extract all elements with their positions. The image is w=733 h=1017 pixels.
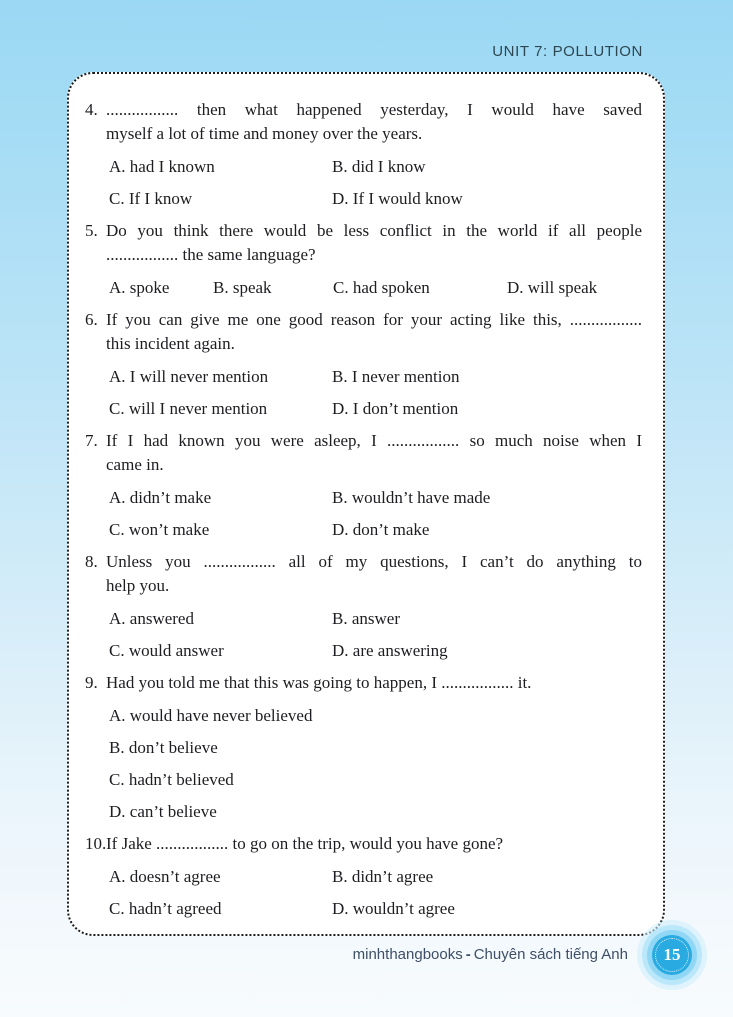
- question-text: this incident again.: [106, 334, 235, 353]
- question-text: myself a lot of time and money over the years.: [106, 124, 423, 143]
- option-row: [109, 800, 642, 824]
- answer-option: C. hadn’t agreed: [109, 899, 222, 918]
- question-text-line: [85, 550, 642, 574]
- answer-option: C. will I never mention: [109, 399, 268, 418]
- options-group: [109, 704, 642, 824]
- question-text-line: [106, 574, 642, 598]
- answer-option: D. will speak: [507, 278, 598, 297]
- answer-option: D. If I would know: [332, 189, 463, 208]
- option-row: [109, 187, 642, 211]
- option-row: [109, 607, 642, 631]
- question-text-line: [85, 832, 642, 856]
- answer-option: A. I will never mention: [109, 367, 269, 386]
- page-footer: [353, 946, 628, 963]
- option-row: [109, 365, 642, 389]
- question-text: ................. then what happened yesterday, I would have saved: [106, 100, 642, 119]
- answer-option: D. don’t make: [332, 520, 430, 539]
- question-number: 4.: [85, 100, 98, 119]
- answer-option: A. spoke: [109, 278, 170, 297]
- answer-option: D. are answering: [332, 641, 448, 660]
- answer-option: B. I never mention: [332, 367, 460, 386]
- answer-option: C. won’t make: [109, 520, 210, 539]
- question-8: [85, 550, 642, 663]
- answer-option: B. answer: [332, 609, 400, 628]
- question-number: 6.: [85, 310, 98, 329]
- option-row: [109, 704, 642, 728]
- question-text-line: [106, 332, 642, 356]
- question-number: 10.: [85, 834, 107, 853]
- question-7: [85, 429, 642, 542]
- page-number: 15: [663, 945, 681, 964]
- footer-tagline: Chuyên sách tiếng Anh: [473, 946, 628, 963]
- option-row: [109, 639, 642, 663]
- answer-option: B. speak: [213, 278, 272, 297]
- question-text: ................. the same language?: [106, 245, 316, 264]
- question-9: [85, 671, 642, 824]
- answer-option: B. wouldn’t have made: [332, 488, 491, 507]
- quiz-panel: [67, 72, 665, 936]
- answer-option: B. did I know: [332, 157, 426, 176]
- question-text: help you.: [106, 576, 170, 595]
- answer-option: A. had I known: [109, 157, 215, 176]
- option-row: [109, 865, 642, 889]
- option-row: [109, 768, 642, 792]
- answer-option: D. wouldn’t agree: [332, 899, 455, 918]
- option-row: [109, 155, 642, 179]
- question-text-line: [85, 308, 642, 332]
- page-number-badge: [652, 935, 692, 975]
- question-number: 5.: [85, 221, 98, 240]
- question-10: [85, 832, 642, 921]
- unit-header-title: UNIT 7: POLLUTION: [492, 43, 643, 60]
- answer-option: D. I don’t mention: [332, 399, 459, 418]
- question-text-line: [85, 98, 642, 122]
- question-number: 8.: [85, 552, 98, 571]
- answer-option: B. don’t believe: [109, 738, 218, 757]
- footer-separator: -: [465, 946, 471, 963]
- question-text: If Jake ................. to go on the trip, would you have gone?: [106, 834, 504, 853]
- publisher-brand: minhthangbooks: [352, 946, 463, 963]
- option-row: [109, 486, 642, 510]
- question-text: If I had known you were asleep, I ................. so much noise when I: [106, 431, 642, 450]
- question-5: [85, 219, 642, 300]
- options-group: [109, 276, 642, 300]
- option-row: [109, 518, 642, 542]
- option-row: [109, 736, 642, 760]
- answer-option: A. doesn’t agree: [109, 867, 221, 886]
- option-row: [109, 276, 642, 300]
- question-text-line: [85, 219, 642, 243]
- question-text: If you can give me one good reason for your acting like this, .................: [106, 310, 642, 329]
- question-4: [85, 98, 642, 211]
- answer-option: C. had spoken: [333, 278, 430, 297]
- question-text-line: [85, 671, 642, 695]
- options-group: [109, 155, 642, 211]
- answer-option: D. can’t believe: [109, 802, 217, 821]
- answer-option: C. hadn’t believed: [109, 770, 234, 789]
- options-group: [109, 607, 642, 663]
- question-text: Had you told me that this was going to happen, I ................. it.: [106, 673, 532, 692]
- option-row: [109, 397, 642, 421]
- question-text-line: [106, 243, 642, 267]
- options-group: [109, 365, 642, 421]
- answer-option: B. didn’t agree: [332, 867, 434, 886]
- question-text: came in.: [106, 455, 164, 474]
- option-row: [109, 897, 642, 921]
- answer-option: C. would answer: [109, 641, 224, 660]
- question-text: Unless you ................. all of my questions, I can’t do anything to: [106, 552, 642, 571]
- question-text-line: [106, 453, 642, 477]
- options-group: [109, 486, 642, 542]
- question-text-line: [106, 122, 642, 146]
- question-number: 7.: [85, 431, 98, 450]
- answer-option: C. If I know: [109, 189, 193, 208]
- question-text-line: [85, 429, 642, 453]
- answer-option: A. didn’t make: [109, 488, 212, 507]
- answer-option: A. would have never believed: [109, 706, 313, 725]
- answer-option: A. answered: [109, 609, 194, 628]
- question-6: [85, 308, 642, 421]
- question-list: [85, 98, 642, 921]
- question-number: 9.: [85, 673, 98, 692]
- question-text: Do you think there would be less conflict in the world if all people: [106, 221, 642, 240]
- options-group: [109, 865, 642, 921]
